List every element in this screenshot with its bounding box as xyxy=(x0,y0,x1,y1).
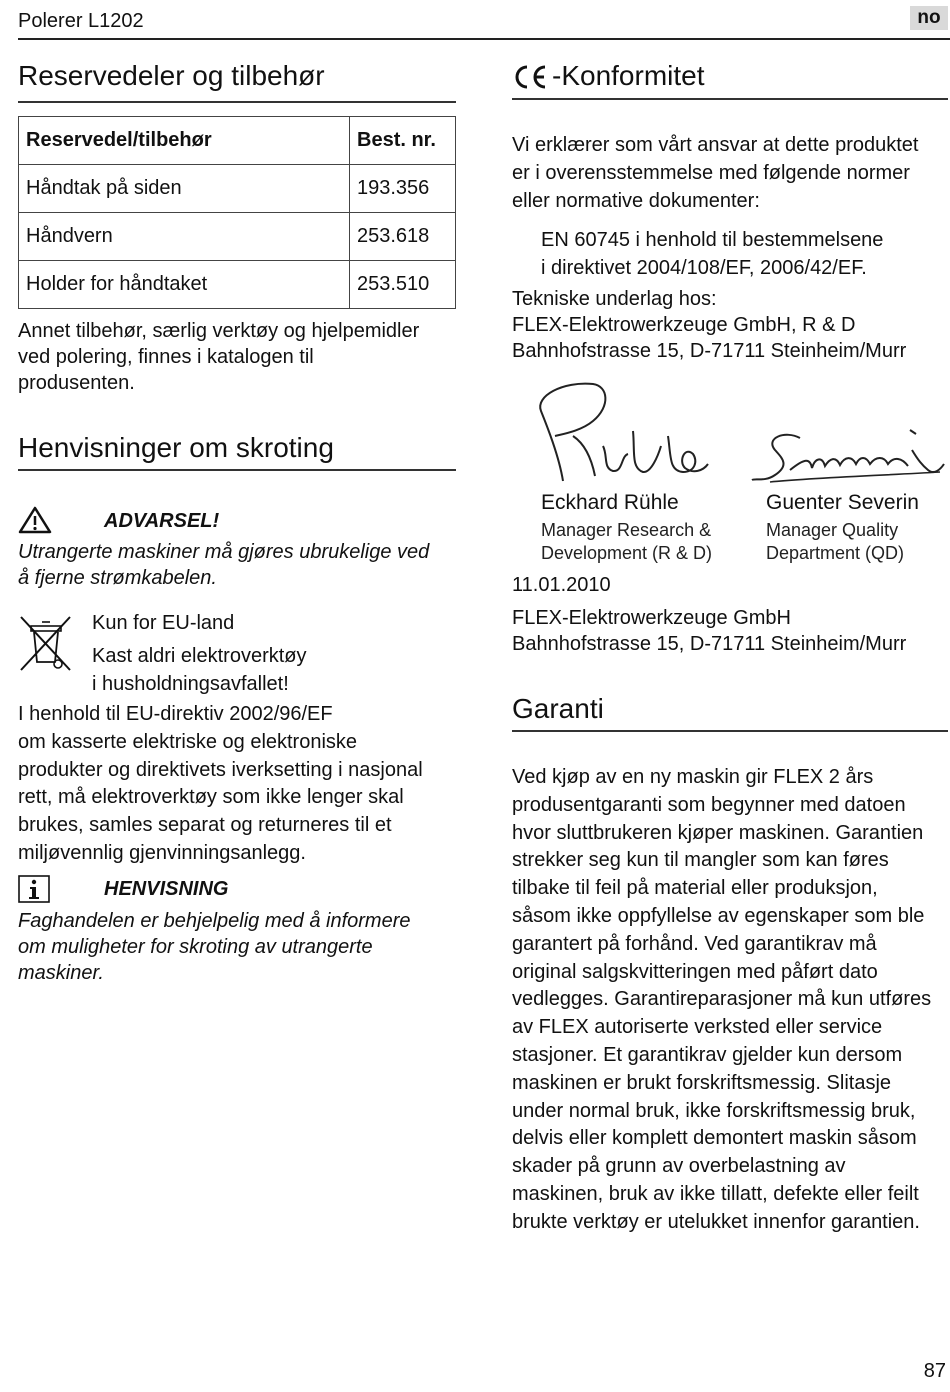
signatory-role: Manager Quality Department (QD) xyxy=(766,520,905,563)
disposal-heading: Henvisninger om skroting xyxy=(18,432,334,463)
part-number: 193.356 xyxy=(350,165,456,213)
part-name: Håndtak på siden xyxy=(19,165,350,213)
signatory-name: Eckhard Rühle xyxy=(541,491,679,514)
ce-mark-icon xyxy=(512,64,548,95)
conformity-rule xyxy=(512,98,948,100)
note-label: HENVISNING xyxy=(104,878,229,900)
conformity-heading: -Konformitet xyxy=(552,60,705,91)
warranty-text: Ved kjøp av en ny maskin gir FLEX 2 års produsentgaranti som begynner med datoen hvor sluttbrukeren kjøper maskinen. Garantien strekker seg kun til mangler som kan føres tilbake til feil på material eller produksjon, såsom ikke oppfyllelse av egenskaper som ble garantert på forhånd. Ved garantikrav må original salgskvitteringen med påført dato vedlegges. Garantireparasjoner må kun utføres av FLEX autoriserte verksted eller service stasjoner. Et garantikrav gjelder kun dersom maskinen er brukt forskriftsmessig. Slitasje under normal bruk, ikke forskriftsmessig bruk, delvis eller komplett demontert maskin såsom skader på grunn av overbelastning av maskinen, bruk av ikke tillatt, defekte eller feilt brukte verktøy er utelukket innenfor garantien. xyxy=(512,766,932,1233)
column-header: Reservedel/tilbehør xyxy=(19,117,350,165)
conformity-intro: Vi erklærer som vårt ansvar at dette produktet er i overensstemmelse med følgende normer eller normative dokumenter: xyxy=(512,134,919,212)
table-row xyxy=(19,165,456,213)
warning-text: Utrangerte maskiner må gjøres ubrukelige ved å fjerne strømkabelen. xyxy=(18,541,430,589)
part-number: 253.618 xyxy=(350,213,456,261)
warning-label: ADVARSEL! xyxy=(104,510,220,532)
column-header: Best. nr. xyxy=(350,117,456,165)
disposal-rule xyxy=(18,469,456,471)
signature-ruhle xyxy=(533,376,713,491)
page-number: 87 xyxy=(923,1360,946,1382)
warranty-heading: Garanti xyxy=(512,693,604,724)
accessories-note: Annet tilbehør, særlig verktøy og hjelpemidler ved polering, finnes i katalogen til produsenten. xyxy=(18,320,420,394)
part-name: Holder for håndtaket xyxy=(19,261,350,309)
document-title: Polerer L1202 xyxy=(18,10,144,32)
spare-parts-heading: Reservedeler og tilbehør xyxy=(18,60,325,91)
directive-text: I henhold til EU-direktiv 2002/96/EF om kasserte elektriske og elektroniske produkter og direktivets iverksetting i nasjonal rett, må elektroverktøy som ikke lenger skal brukes, samles separat og returneres til et miljøvennlig gjenvinningsanlegg. xyxy=(18,703,423,864)
table-row xyxy=(19,213,456,261)
crossed-out-bin-icon xyxy=(18,614,74,679)
company-address: FLEX-Elektrowerkzeuge GmbH Bahnhofstrasse 15, D-71711 Steinheim/Murr xyxy=(512,607,907,655)
conformity-standard: EN 60745 i henhold til bestemmelsene i direktivet 2004/108/EF, 2006/42/EF. xyxy=(541,229,884,279)
header-rule xyxy=(18,38,950,40)
spare-parts-rule xyxy=(18,101,456,103)
part-number: 253.510 xyxy=(350,261,456,309)
info-icon xyxy=(18,875,50,908)
technical-documentation: Tekniske underlag hos: FLEX-Elektrowerkzeuge GmbH, R & D Bahnhofstrasse 15, D-71711 Steinheim/Murr xyxy=(512,288,907,362)
part-name: Håndvern xyxy=(19,213,350,261)
declaration-date: 11.01.2010 xyxy=(512,574,611,596)
table-header-row xyxy=(19,117,456,165)
signatory-name: Guenter Severin xyxy=(766,491,919,514)
signatory-role: Manager Research & Development (R & D) xyxy=(541,520,713,563)
note-text: Faghandelen er behjelpelig med å informere om muligheter for skroting av utrangerte maskiner. xyxy=(18,910,411,984)
warranty-rule xyxy=(512,730,948,732)
language-badge: no xyxy=(910,6,948,30)
warning-triangle-icon xyxy=(18,506,52,539)
spare-parts-table xyxy=(18,116,456,309)
eu-notice: Kun for EU-land Kast aldri elektroverktøy i husholdningsavfallet! xyxy=(92,612,307,695)
table-row xyxy=(19,261,456,309)
signature-severin xyxy=(750,420,946,497)
